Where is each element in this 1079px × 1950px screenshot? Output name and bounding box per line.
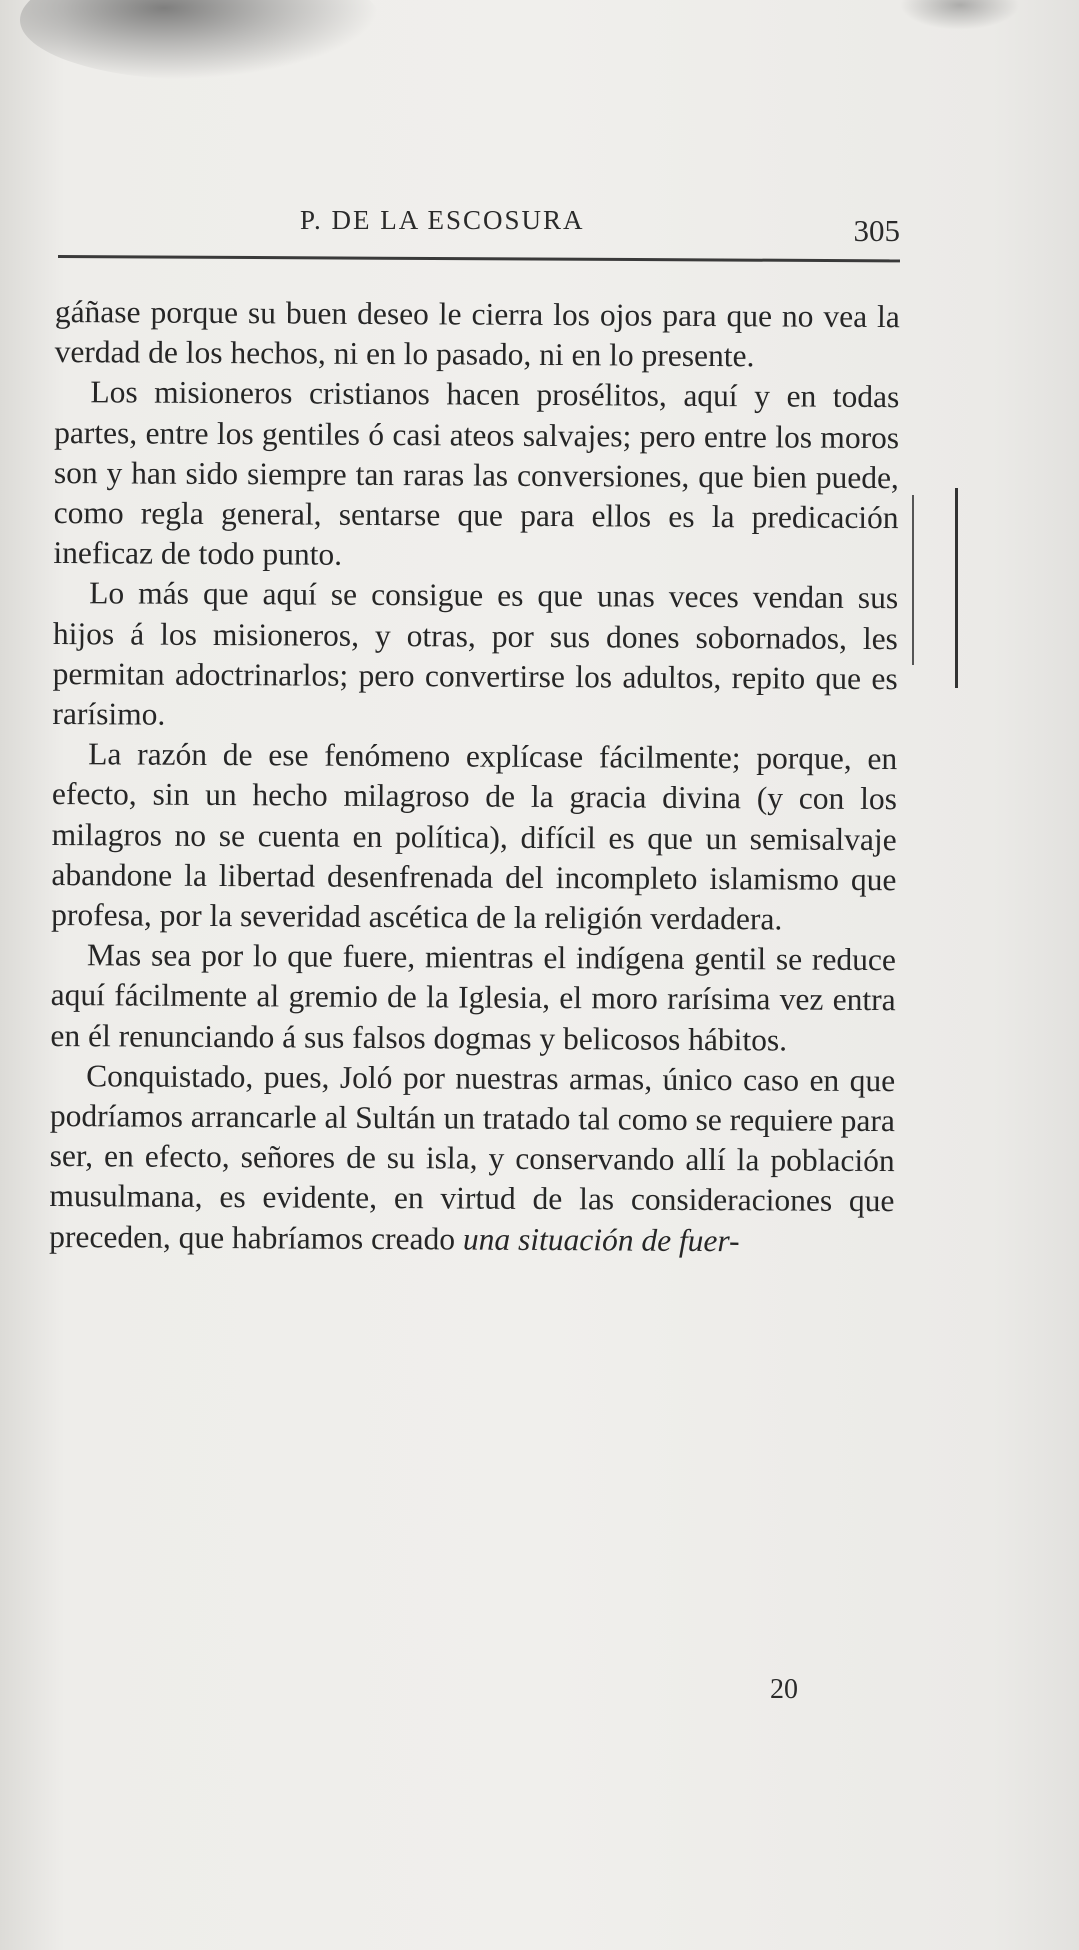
paragraph-text: Conquistado, pues, Joló por nuestras armas, único caso en que podríamos arrancarle al Sultán un tratado tal como se requiere para ser, en efecto, señores de su isla, y conservando allí la población musulmana, es evidente, en virtud de las consideraciones que preceden, que habríamos creado — [49, 1058, 896, 1257]
top-smudge — [20, 0, 380, 80]
paragraph: gáñase porque su buen deseo le cierra los ojos para que no vea la verdad de los hechos, ni en lo pasado, ni en lo presente. — [54, 293, 900, 374]
paragraph: Lo más que aquí se consigue es que unas veces vendan sus hijos á los misioneros, y otras, por sus dones sobornados, les permitan adoctrinarlos; pero convertirse los adultos, repito que es rarísimo. — [52, 575, 899, 732]
paragraph: Los misioneros cristianos hacen prosélitos, aquí y en todas partes, entre los gentiles ó casi ateos salvajes; pero entre los moros son y han sido siempre tan raras las conversiones, que bien puede, como regla general, sentarse que para ellos es la predicación ineficaz de todo punto. — [53, 374, 900, 572]
page-header — [300, 205, 920, 248]
page-number: 305 — [853, 213, 900, 248]
body-text — [49, 292, 900, 1262]
corner-smudge — [900, 0, 1020, 30]
running-head: P. DE LA ESCOSURA — [300, 205, 585, 235]
paragraph — [49, 1056, 895, 1262]
italic-phrase: una situación de fuer- — [462, 1221, 740, 1258]
paragraph: Mas sea por lo que fuere, mientras el indígena gentil se reduce aquí fácilmente al gremio de la Iglesia, el moro rarísima vez entra en él renunciando á sus falsos dogmas y belicosos hábitos. — [50, 937, 897, 1058]
header-rule — [58, 255, 900, 262]
signature-mark: 20 — [770, 1674, 798, 1705]
margin-line — [955, 488, 964, 688]
paragraph: La razón de ese fenómeno explícase fácilmente; porque, en efecto, sin un hecho milagroso de la gracia divina (y con los milagros no se cuenta en política), difícil es que un semisalvaje abandone la libertad desenfrenada del incompleto islamismo que profesa, por la severidad ascética de la religión verdadera. — [51, 736, 898, 937]
margin-bracket — [912, 495, 918, 665]
